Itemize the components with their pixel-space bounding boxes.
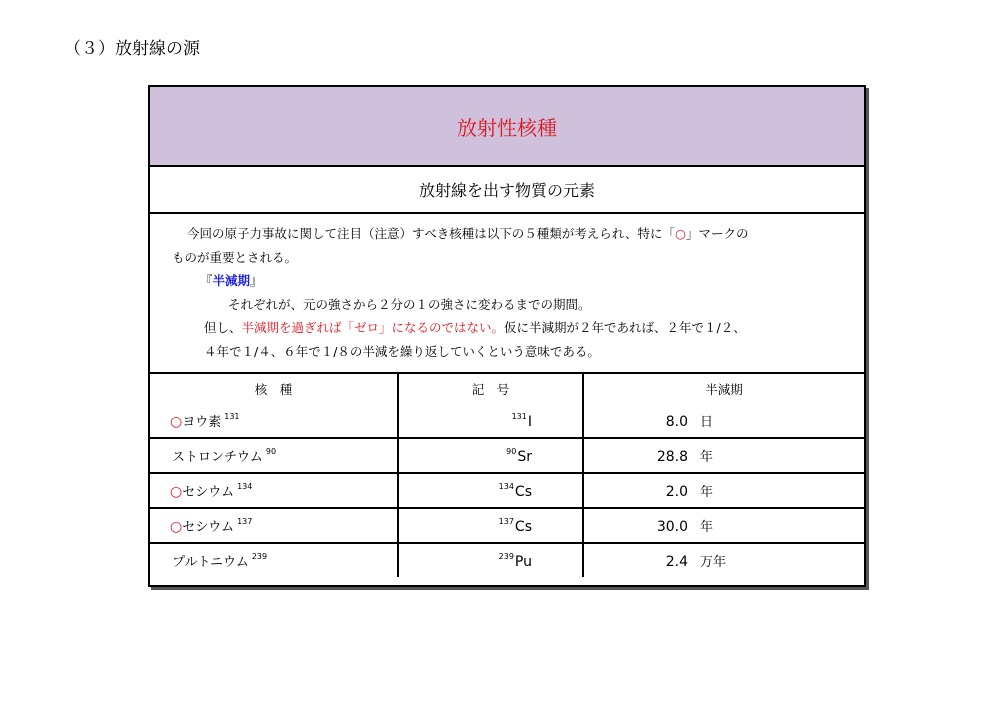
- halflife-value: 8.0: [665, 414, 688, 430]
- circle-mark: ○: [170, 519, 183, 535]
- table-row: [150, 404, 864, 438]
- note-line-6: ４年で１/４、６年で１/８の半減を繰り返していくという意味である。: [204, 343, 600, 359]
- mass-number: 134: [237, 482, 253, 491]
- mass-number: 239: [498, 551, 514, 561]
- halflife-cell: [583, 543, 864, 577]
- nuclide-name-text: セシウム: [182, 520, 235, 535]
- table-header-row: [150, 374, 864, 404]
- table-row: [150, 473, 864, 508]
- halflife-value: 30.0: [656, 519, 688, 535]
- mass-number: 90: [506, 446, 517, 456]
- nuclide-panel: [148, 85, 866, 587]
- nuclide-symbol: [398, 404, 583, 438]
- circle-mark: ○: [170, 414, 183, 430]
- circle-mark: ○: [170, 484, 183, 500]
- table-row: [150, 438, 864, 473]
- bracket-close: 』: [250, 273, 263, 288]
- note-line-2: ものが重要とされる。: [172, 249, 298, 265]
- header-symbol: 記 号: [398, 374, 583, 404]
- nuclide-symbol: [398, 543, 583, 577]
- bracket-open: 『: [200, 273, 213, 288]
- note-line-4: それぞれが、元の強さから２分の１の強さに変わるまでの期間。: [228, 296, 591, 312]
- halflife-unit: 年: [700, 520, 714, 535]
- note-line-1: [172, 222, 844, 246]
- nuclide-symbol: [398, 473, 583, 508]
- mass-number: 137: [237, 517, 253, 526]
- nuclide-table: [150, 374, 864, 577]
- symbol-text: Sr: [517, 448, 532, 465]
- note-line-1-text: 今回の原子力事故に関して注目（注意）すべき核種は以下の５種類が考えられ、特に「: [187, 226, 676, 241]
- nuclide-name: [150, 404, 398, 438]
- halflife-heading: [172, 269, 844, 293]
- nuclide-name: [150, 473, 398, 508]
- halflife-unit: 年: [700, 450, 714, 465]
- table-row: [150, 543, 864, 577]
- nuclide-name: [150, 543, 398, 577]
- nuclide-name-text: プルトニウム: [172, 555, 249, 570]
- mass-number: 131: [224, 412, 240, 421]
- halflife-label: 半減期: [212, 273, 251, 288]
- note-line-5-post: 仮に半減期が２年であれば、２年で１/２、: [504, 320, 746, 335]
- halflife-cell: [583, 404, 864, 438]
- nuclide-name-text: セシウム: [182, 485, 235, 500]
- circle-mark: ○: [675, 226, 686, 241]
- nuclide-name: [150, 438, 398, 473]
- section-heading: （３）放射線の源: [64, 39, 200, 59]
- nuclide-name: [150, 508, 398, 543]
- halflife-cell: [583, 508, 864, 543]
- halflife-unit: 年: [700, 485, 714, 500]
- halflife-value: 2.0: [665, 484, 688, 500]
- header-nuclide: 核 種: [150, 374, 398, 404]
- symbol-text: Cs: [514, 518, 532, 535]
- halflife-unit: 日: [700, 415, 714, 430]
- panel-title: 放射性核種: [150, 87, 864, 167]
- mass-number: 134: [498, 481, 514, 491]
- note-line-5: [172, 316, 844, 340]
- mass-number: 137: [498, 516, 514, 526]
- symbol-text: Pu: [514, 553, 532, 570]
- nuclide-symbol: [398, 508, 583, 543]
- halflife-cell: [583, 438, 864, 473]
- note-line-5-pre: 但し、: [204, 320, 242, 335]
- table-row: [150, 508, 864, 543]
- symbol-text: Cs: [514, 483, 532, 500]
- note-line-5-warning: 半減期を過ぎれば「ゼロ」になるのではない。: [241, 320, 505, 335]
- note-line-1-end: 」マークの: [685, 226, 749, 241]
- nuclide-name-text: ストロンチウム: [172, 450, 263, 465]
- panel-subtitle: 放射線を出す物質の元素: [150, 167, 864, 214]
- halflife-value: 28.8: [656, 449, 688, 465]
- nuclide-name-text: ヨウ素: [182, 415, 222, 430]
- explanation-note: [150, 214, 864, 374]
- mass-number: 239: [251, 552, 268, 561]
- halflife-value: 2.4: [665, 554, 688, 570]
- halflife-unit: 万年: [700, 555, 727, 570]
- header-halflife: 半減期: [705, 382, 743, 397]
- symbol-text: I: [527, 413, 532, 430]
- nuclide-symbol: [398, 438, 583, 473]
- halflife-cell: [583, 473, 864, 508]
- mass-number: 131: [511, 411, 527, 421]
- mass-number: 90: [265, 447, 277, 456]
